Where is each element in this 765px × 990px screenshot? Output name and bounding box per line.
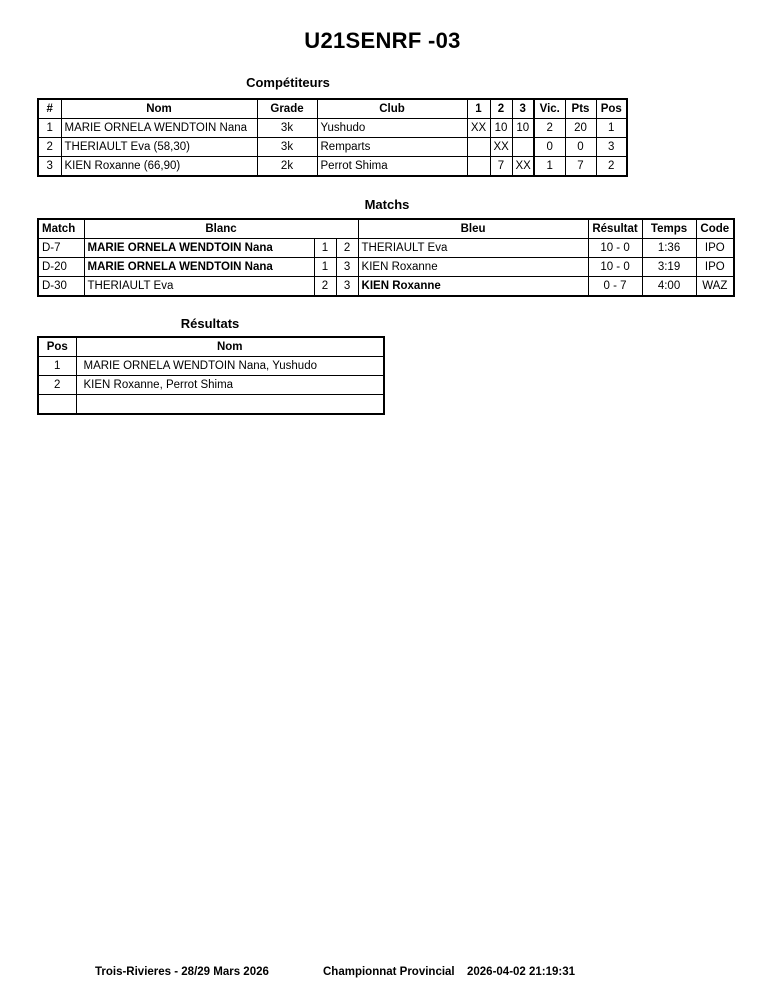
table-row <box>38 395 384 415</box>
result-name: MARIE ORNELA WENDTOIN Nana, Yushudo <box>76 357 384 376</box>
footer-timestamp: 2026-04-02 21:19:31 <box>467 966 576 978</box>
match-result: 10 - 0 <box>588 258 642 277</box>
competitor-pts: 0 <box>565 138 596 157</box>
competitor-pts: 7 <box>565 157 596 177</box>
match-white-player: MARIE ORNELA WENDTOIN Nana <box>84 239 314 258</box>
match-white-num: 1 <box>314 239 336 258</box>
col-white: Blanc <box>84 219 358 239</box>
match-blue-num: 3 <box>336 277 358 297</box>
competitor-club: Remparts <box>317 138 467 157</box>
results-section-title: Résultats <box>180 316 240 331</box>
competitor-name: MARIE ORNELA WENDTOIN Nana <box>61 119 257 138</box>
competitor-name: KIEN Roxanne (66,90) <box>61 157 257 177</box>
footer-event: Trois-Rivieres - 28/29 Mars 2026 <box>95 966 269 978</box>
table-row <box>38 258 734 277</box>
competitor-club: Perrot Shima <box>317 157 467 177</box>
competitor-r2: XX <box>490 138 512 157</box>
competitor-club: Yushudo <box>317 119 467 138</box>
col-match: Match <box>38 219 84 239</box>
competitor-grade: 2k <box>257 157 317 177</box>
match-white-player: THERIAULT Eva <box>84 277 314 297</box>
table-row <box>38 357 384 376</box>
match-time: 1:36 <box>642 239 696 258</box>
matches-table <box>37 218 735 297</box>
match-id: D-20 <box>38 258 84 277</box>
competitor-grade: 3k <box>257 119 317 138</box>
table-row <box>38 119 627 138</box>
match-white-num: 1 <box>314 258 336 277</box>
competitor-grade: 3k <box>257 138 317 157</box>
col-r1: 1 <box>467 99 490 119</box>
competitors-header-row <box>38 99 627 119</box>
page-title: U21SENRF -03 <box>304 28 461 53</box>
match-white-player: MARIE ORNELA WENDTOIN Nana <box>84 258 314 277</box>
col-r2: 2 <box>490 99 512 119</box>
competitor-r1 <box>467 138 490 157</box>
table-row <box>38 157 627 177</box>
match-result: 0 - 7 <box>588 277 642 297</box>
competitor-num: 2 <box>38 138 61 157</box>
match-result: 10 - 0 <box>588 239 642 258</box>
col-blue: Bleu <box>358 219 588 239</box>
col-result-name: Nom <box>76 337 384 357</box>
col-club: Club <box>317 99 467 119</box>
result-name <box>76 395 384 415</box>
col-name: Nom <box>61 99 257 119</box>
col-pos: Pos <box>596 99 627 119</box>
competitors-section-title: Compétiteurs <box>246 75 330 90</box>
result-pos: 1 <box>38 357 76 376</box>
competitor-num: 1 <box>38 119 61 138</box>
result-pos <box>38 395 76 415</box>
competitor-vic: 1 <box>534 157 565 177</box>
competitor-pos: 2 <box>596 157 627 177</box>
footer-championship: Championnat Provincial <box>323 966 455 978</box>
competitor-r1: XX <box>467 119 490 138</box>
results-table <box>37 336 385 415</box>
col-vic: Vic. <box>534 99 565 119</box>
matches-header-row <box>38 219 734 239</box>
match-blue-num: 3 <box>336 258 358 277</box>
match-white-num: 2 <box>314 277 336 297</box>
col-time: Temps <box>642 219 696 239</box>
result-pos: 2 <box>38 376 76 395</box>
competitor-num: 3 <box>38 157 61 177</box>
competitor-pos: 1 <box>596 119 627 138</box>
competitor-r3 <box>512 138 534 157</box>
competitor-pts: 20 <box>565 119 596 138</box>
competitor-r1 <box>467 157 490 177</box>
match-blue-player: KIEN Roxanne <box>358 258 588 277</box>
matches-section-title: Matchs <box>364 197 410 212</box>
table-row <box>38 138 627 157</box>
table-row <box>38 376 384 395</box>
table-row <box>38 277 734 297</box>
competitor-pos: 3 <box>596 138 627 157</box>
competitor-vic: 2 <box>534 119 565 138</box>
competitor-r2: 10 <box>490 119 512 138</box>
match-blue-num: 2 <box>336 239 358 258</box>
match-time: 4:00 <box>642 277 696 297</box>
match-time: 3:19 <box>642 258 696 277</box>
col-pts: Pts <box>565 99 596 119</box>
table-row <box>38 239 734 258</box>
col-result-pos: Pos <box>38 337 76 357</box>
competitor-r3: 10 <box>512 119 534 138</box>
col-r3: 3 <box>512 99 534 119</box>
match-blue-player: KIEN Roxanne <box>358 277 588 297</box>
col-grade: Grade <box>257 99 317 119</box>
result-name: KIEN Roxanne, Perrot Shima <box>76 376 384 395</box>
col-code: Code <box>696 219 734 239</box>
competitors-table <box>37 98 628 177</box>
col-num: # <box>38 99 61 119</box>
competitor-r2: 7 <box>490 157 512 177</box>
competitor-r3: XX <box>512 157 534 177</box>
col-result: Résultat <box>588 219 642 239</box>
results-header-row <box>38 337 384 357</box>
match-id: D-7 <box>38 239 84 258</box>
competitor-name: THERIAULT Eva (58,30) <box>61 138 257 157</box>
match-blue-player: THERIAULT Eva <box>358 239 588 258</box>
match-code: IPO <box>696 239 734 258</box>
match-id: D-30 <box>38 277 84 297</box>
competitor-vic: 0 <box>534 138 565 157</box>
match-code: IPO <box>696 258 734 277</box>
match-code: WAZ <box>696 277 734 297</box>
